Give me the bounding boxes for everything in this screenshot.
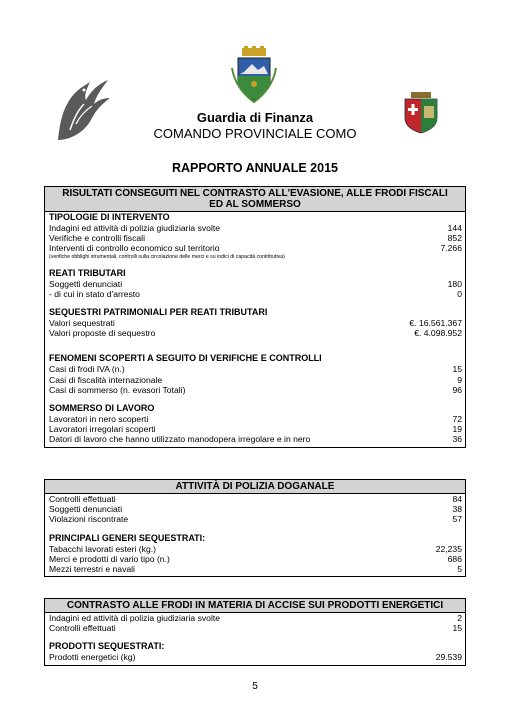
table-row	[49, 623, 462, 633]
row-note: (verifiche obblighi strumentali, controlli sulla circolazione delle merci e su indici di capacità contributiva)	[49, 253, 285, 260]
table-row	[49, 564, 462, 574]
row-value: 38	[452, 504, 462, 515]
table-row	[49, 554, 462, 564]
row-value: 15	[452, 364, 462, 375]
row-label: Valori sequestrati	[49, 318, 115, 329]
row-label: Soggetti denunciati	[49, 278, 123, 289]
row-value: 22,235	[435, 543, 462, 554]
row-value: 686	[447, 553, 462, 564]
excise-fraud-title: CONTRASTO ALLE FRODI IN MATERIA DI ACCISE SUI PRODOTTI ENERGETICI	[45, 599, 465, 613]
row-label: Interventi di controllo economico sul territorio	[49, 243, 220, 254]
section-title: TIPOLOGIE DI INTERVENTO	[49, 212, 170, 222]
row-label: Controlli effettuati	[49, 494, 116, 504]
row-label: Merci e prodotti di vario tipo (n.)	[49, 553, 170, 564]
evasion-results-header	[45, 187, 465, 212]
row-label: Lavoratori in nero scoperti	[49, 414, 149, 425]
evasion-results-title-line1: RISULTATI CONSEGUITI NEL CONTRASTO ALL'EVASIONE, ALLE FRODI FISCALI	[62, 188, 448, 199]
table-row	[49, 233, 462, 243]
row-value: 180	[447, 278, 462, 289]
table-row	[49, 289, 462, 299]
row-value: €. 16.561.367	[409, 318, 462, 329]
row-value: 19	[452, 424, 462, 435]
organization-name: Guardia di Finanza	[196, 110, 314, 125]
table-row	[49, 279, 462, 289]
row-label: Violazioni riscontrate	[49, 514, 129, 525]
row-label: Valori proposte di sequestro	[49, 328, 156, 339]
row-value: 84	[452, 494, 462, 504]
row-value: 144	[447, 223, 462, 233]
table-row	[49, 494, 462, 504]
row-value: 5	[457, 564, 462, 575]
organization-subtitle: COMANDO PROVINCIALE COMO	[153, 126, 357, 141]
row-value: 36	[452, 434, 462, 445]
section-title: PRINCIPALI GENERI SEQUESTRATI:	[49, 532, 206, 543]
section-title: PRODOTTI SEQUESTRATI:	[49, 641, 165, 652]
row-label: Controlli effettuati	[49, 623, 116, 634]
customs-police-title: ATTIVITÀ DI POLIZIA DOGANALE	[45, 480, 465, 494]
row-value: 852	[447, 233, 462, 244]
row-value: 9	[457, 374, 462, 385]
excise-fraud-box	[44, 598, 466, 666]
row-label: Tabacchi lavorati esteri (kg.)	[49, 543, 156, 554]
table-row	[49, 504, 462, 514]
row-label: Mezzi terrestri e navali	[49, 564, 135, 575]
table-row	[49, 652, 462, 662]
table-row	[49, 328, 462, 338]
row-value: 2	[457, 613, 462, 623]
row-label: Verifiche e controlli fiscali	[49, 233, 146, 244]
row-label: Prodotti energetici (kg)	[49, 652, 136, 663]
row-value: 96	[452, 384, 462, 395]
page-number: 5	[252, 681, 258, 692]
row-value: 0	[457, 288, 462, 299]
table-row	[49, 613, 462, 623]
table-row	[49, 385, 462, 395]
row-value: 7.266	[440, 243, 462, 254]
row-label: Soggetti denunciati	[49, 504, 123, 515]
row-label: Indagini ed attività di polizia giudiziaria svolte	[49, 613, 221, 623]
row-label: - di cui in stato d'arresto	[49, 288, 140, 299]
table-row	[49, 434, 462, 444]
row-value: €. 4.098.952	[414, 328, 462, 339]
row-value: 15	[452, 623, 462, 634]
table-row	[49, 414, 462, 424]
row-label: Casi di frodi IVA (n.)	[49, 364, 125, 375]
row-label: Indagini ed attività di polizia giudiziaria svolte	[49, 223, 221, 233]
table-row	[49, 424, 462, 434]
report-title: RAPPORTO ANNUALE 2015	[171, 161, 338, 175]
row-label: Lavoratori irregolari scoperti	[49, 424, 156, 435]
row-label: Datori di lavoro che hanno utilizzato manodopera irregolare e in nero	[49, 434, 311, 445]
guardia-di-finanza-crest-icon	[230, 46, 278, 104]
evasion-results-box	[44, 186, 466, 448]
section-title: FENOMENI SCOPERTI A SEGUITO DI VERIFICHE E CONTROLLI	[49, 353, 322, 364]
table-row	[49, 318, 462, 328]
row-label: Casi di sommerso (n. evasori Totali)	[49, 384, 186, 395]
table-row	[49, 364, 462, 374]
evasion-results-title-line2: ED AL SOMMERSO	[209, 199, 301, 210]
table-row	[49, 243, 462, 253]
table-row	[49, 544, 462, 554]
table-row	[49, 223, 462, 233]
customs-police-box	[44, 479, 466, 577]
row-value: 29.539	[435, 652, 462, 663]
section-title: SEQUESTRI PATRIMONIALI PER REATI TRIBUTARI	[49, 307, 268, 318]
row-value: 57	[452, 514, 462, 525]
row-label: Casi di fiscalità internazionale	[49, 374, 163, 385]
section-title: REATI TRIBUTARI	[49, 267, 126, 278]
table-row	[49, 375, 462, 385]
row-value: 72	[452, 414, 462, 425]
table-row	[49, 514, 462, 524]
section-title: SOMMERSO DI LAVORO	[49, 403, 155, 414]
